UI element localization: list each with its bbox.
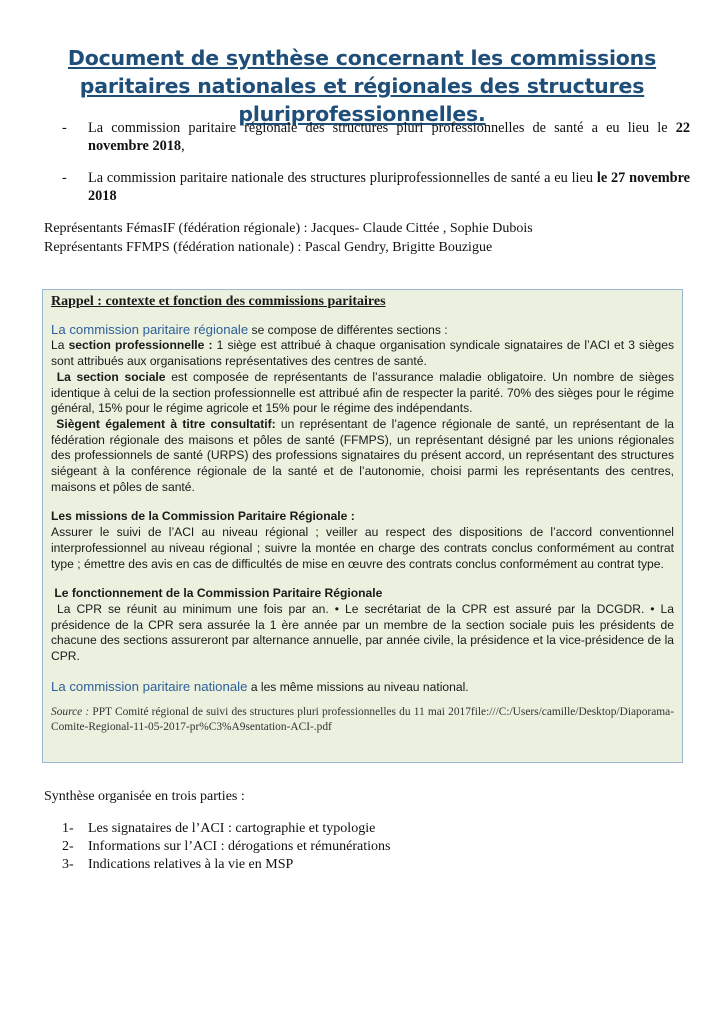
missions-text: Assurer le suivi de l’ACI au niveau régional ; veiller au respect des dispositions de l’accord conventionnel interprofessionnel au niveau régional ; suivre la montée en charge des contrats conclus conformément au contrat type ; émettre des avis en cas de difficultés de mise en œuvre des contrats conclus conformément au contrat type.	[51, 525, 674, 571]
cpn-paragraph	[51, 679, 674, 696]
crr-intro-text: se compose de différentes sections :	[248, 322, 448, 337]
source-citation	[51, 705, 674, 735]
missions-title-text: Les missions de la Commission Paritaire Régionale :	[51, 509, 355, 524]
date-tail: ,	[181, 138, 185, 154]
list-item	[62, 169, 690, 205]
missions-title	[51, 509, 674, 525]
section-soc-text: est composée de représentants de l’assurance maladie obligatoire. Un nombre de sièges identique à celui de la section professionnelle est attribué afin de respecter la parité. 70% des sièges pour le régime général, 15% pour le régime agricole et 15% pour le régime des indépendants.	[51, 369, 674, 416]
representatives	[44, 219, 684, 257]
section-sociale	[51, 370, 674, 417]
fonctionnement-text	[51, 602, 674, 665]
section-pro-prefix: La	[51, 338, 69, 353]
section-pro-label: section professionnelle :	[68, 338, 213, 353]
date-value: le 27 novembre 2018	[88, 170, 691, 204]
consult-text: un représentant de l’agence régionale de santé, un représentant de la fédération régionale des maisons et pôles de santé (FFMPS), un représentant désigné par les unions régionales des professionnels de santé (URPS) des professions signataires du présent accord, un représentant des structures siégeant à la conférence régionale de la santé et de l’autonomie, choisi parmi les représentants des centres, maisons et pôles de santé.	[51, 416, 674, 494]
crr-title: La commission paritaire régionale	[51, 321, 249, 337]
consult-label: Siègent également à titre consultatif:	[56, 416, 276, 431]
part-label: Indications relatives à la vie en MSP	[88, 857, 294, 872]
date-text: La commission paritaire régionale des structures pluri professionnelles de santé a eu lieu le	[88, 120, 676, 136]
context-box	[42, 289, 683, 763]
crr-intro	[51, 322, 674, 339]
part-label: Les signataires de l’ACI : cartographie et typologie	[88, 821, 376, 836]
source-text: PPT Comité régional de suivi des structures pluri professionnelles du 11 mai 2017file:///C:/Users/camille/Desktop/Diaporama-Comite-Regional-11-05-2017-pr%C3%A9sentation-ACI-.pdf	[51, 706, 674, 734]
part-number: 2-	[62, 839, 74, 854]
list-item	[62, 856, 390, 874]
section-professionnelle	[51, 338, 674, 369]
meeting-dates-list	[62, 119, 690, 219]
part-number: 1-	[62, 821, 74, 836]
cpn-title: La commission paritaire nationale	[51, 678, 248, 694]
synthesis-parts-list	[62, 820, 390, 874]
representatives-regional: Représentants FémasIF (fédération régionale) : Jacques- Claude Cittée , Sophie Dubois	[44, 221, 533, 236]
document-title: Document de synthèse concernant les commissions paritaires nationales et régionales des structures pluriprofessionnelles.	[67, 46, 657, 126]
list-item	[62, 838, 390, 856]
consultative-members	[51, 417, 674, 496]
fonctionnement-title	[51, 586, 674, 602]
synthesis-intro: Synthèse organisée en trois parties :	[44, 789, 245, 804]
date-text: La commission paritaire nationale des structures pluriprofessionnelles de santé a eu lieu	[88, 170, 597, 186]
fonctionnement-title-text: Le fonctionnement de la Commission Paritaire Régionale	[54, 586, 383, 601]
cpn-text: a les même missions au niveau national.	[247, 679, 469, 694]
part-label: Informations sur l’ACI : dérogations et rémunérations	[88, 839, 391, 854]
source-label: Source :	[51, 706, 90, 719]
fonctionnement-text-body: La CPR se réunit au minimum une fois par an. • Le secrétariat de la CPR est assuré par la DCGDR. • La présidence de la CPR sera assurée la 1 ère année par un membre de la section sociale puis les présidents de chacune des sections assureront par alternance annuelle, par année civile, la présidence et la vice-présidence de la CPR.	[51, 601, 674, 664]
section-pro-text: 1 siège est attribué à chaque organisation syndicale signataires de l’ACI et 3 sièges sont attribués aux organisations représentatives des centres de santé.	[51, 338, 675, 369]
section-soc-label: La section sociale	[56, 369, 166, 384]
date-value: 22 novembre 2018	[88, 120, 690, 154]
context-box-heading: Rappel : contexte et fonction des commissions paritaires	[51, 294, 386, 309]
part-number: 3-	[62, 857, 74, 872]
list-item	[62, 119, 690, 155]
list-item	[62, 820, 390, 838]
representatives-national: Représentants FFMPS (fédération nationale) : Pascal Gendry, Brigitte Bouzigue	[44, 240, 493, 255]
